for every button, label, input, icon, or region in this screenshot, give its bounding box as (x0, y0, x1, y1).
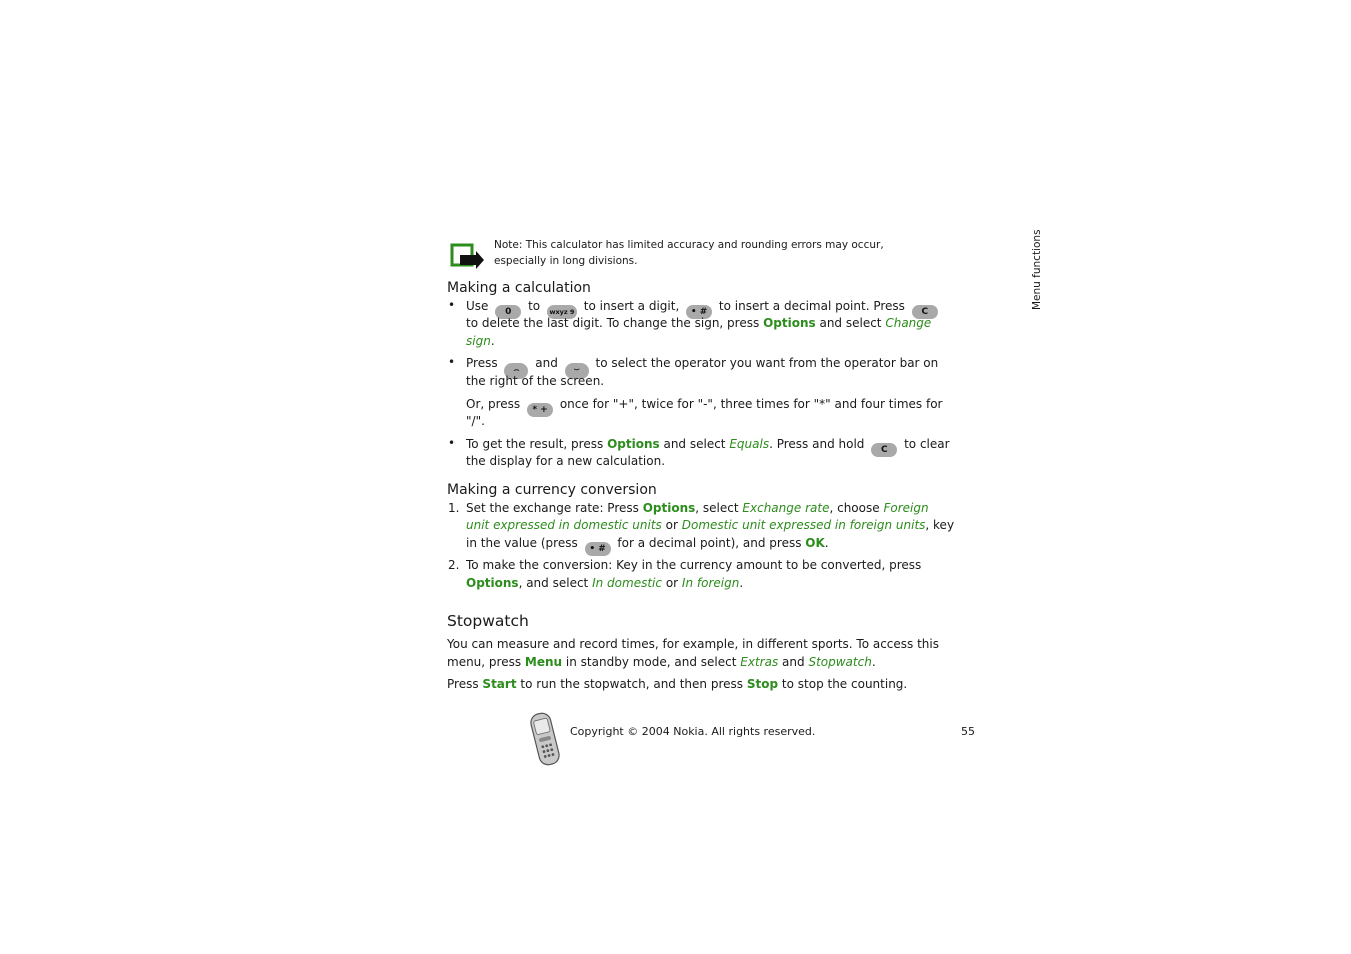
currency-s2-line1: To make the conversion: Key in the currency amount to be converted, press (466, 558, 922, 572)
phone-image-icon (526, 711, 564, 767)
key-clear-icon: C (871, 443, 897, 457)
calc-b3-line2: the display for a new calculation. (466, 454, 666, 468)
step-number: 2. (448, 558, 460, 572)
currency-s1-line2: unit expressed in domestic units or Domestic unit expressed in foreign units, key (466, 518, 955, 532)
currency-s1-line3: in the value (press • # for a decimal point), and press OK. (466, 536, 829, 554)
key-nine-icon: wxyz 9 (547, 305, 577, 319)
note-line1: Note: This calculator has limited accuracy and rounding errors may occur, (494, 239, 884, 251)
key-clear-icon: C (912, 305, 938, 319)
page-number: 55 (961, 725, 975, 738)
heading-currency-conversion: Making a currency conversion (447, 482, 657, 498)
scroll-up-key-icon: ⌢ (504, 363, 528, 379)
bullet: • (448, 436, 456, 450)
calc-b2-line2: the right of the screen. (466, 374, 605, 388)
currency-s2-line2: Options, and select In domestic or In foreign. (466, 576, 744, 590)
calc-b2-line3: Or, press * + once for "+", twice for "-", three times for "*" and four times for (466, 397, 943, 415)
stopwatch-p2: Press Start to run the stopwatch, and then press Stop to stop the counting. (447, 677, 908, 691)
currency-s1-line1: Set the exchange rate: Press Options, select Exchange rate, choose Foreign (466, 501, 929, 515)
calc-b2-line1: Press ⌢ and ⌣ to select the operator you want from the operator bar on (466, 355, 938, 379)
calc-b1-line1: Use 0 to wxyz 9 to insert a digit, • # to insert a decimal point. Press C (466, 298, 941, 319)
bullet: • (448, 298, 456, 312)
heading-stopwatch: Stopwatch (447, 612, 529, 630)
copyright: Copyright © 2004 Nokia. All rights reserved. (570, 725, 816, 738)
key-star-icon: * + (527, 403, 553, 417)
stopwatch-p1-line2: menu, press Menu in standby mode, and select Extras and Stopwatch. (447, 655, 876, 669)
calc-b1-line2: to delete the last digit. To change the sign, press Options and select Change (466, 316, 932, 330)
step-number: 1. (448, 501, 460, 515)
heading-making-calculation: Making a calculation (447, 280, 591, 296)
key-hash-icon: • # (686, 305, 712, 319)
key-hash-icon: • # (585, 542, 611, 556)
note-icon (450, 243, 486, 271)
note-line2: especially in long divisions. (494, 255, 638, 267)
calc-b2-line4: "/". (466, 414, 485, 428)
key-zero-icon: 0 (495, 305, 521, 319)
scroll-down-key-icon: ⌣ (565, 363, 589, 379)
bullet: • (448, 355, 456, 369)
section-side-label: Menu functions (1031, 229, 1043, 310)
stopwatch-p1-line1: You can measure and record times, for example, in different sports. To access this (447, 637, 939, 651)
calc-b1-line3: sign. (466, 334, 495, 348)
calc-b3-line1: To get the result, press Options and select Equals. Press and hold C to clear (466, 437, 950, 455)
